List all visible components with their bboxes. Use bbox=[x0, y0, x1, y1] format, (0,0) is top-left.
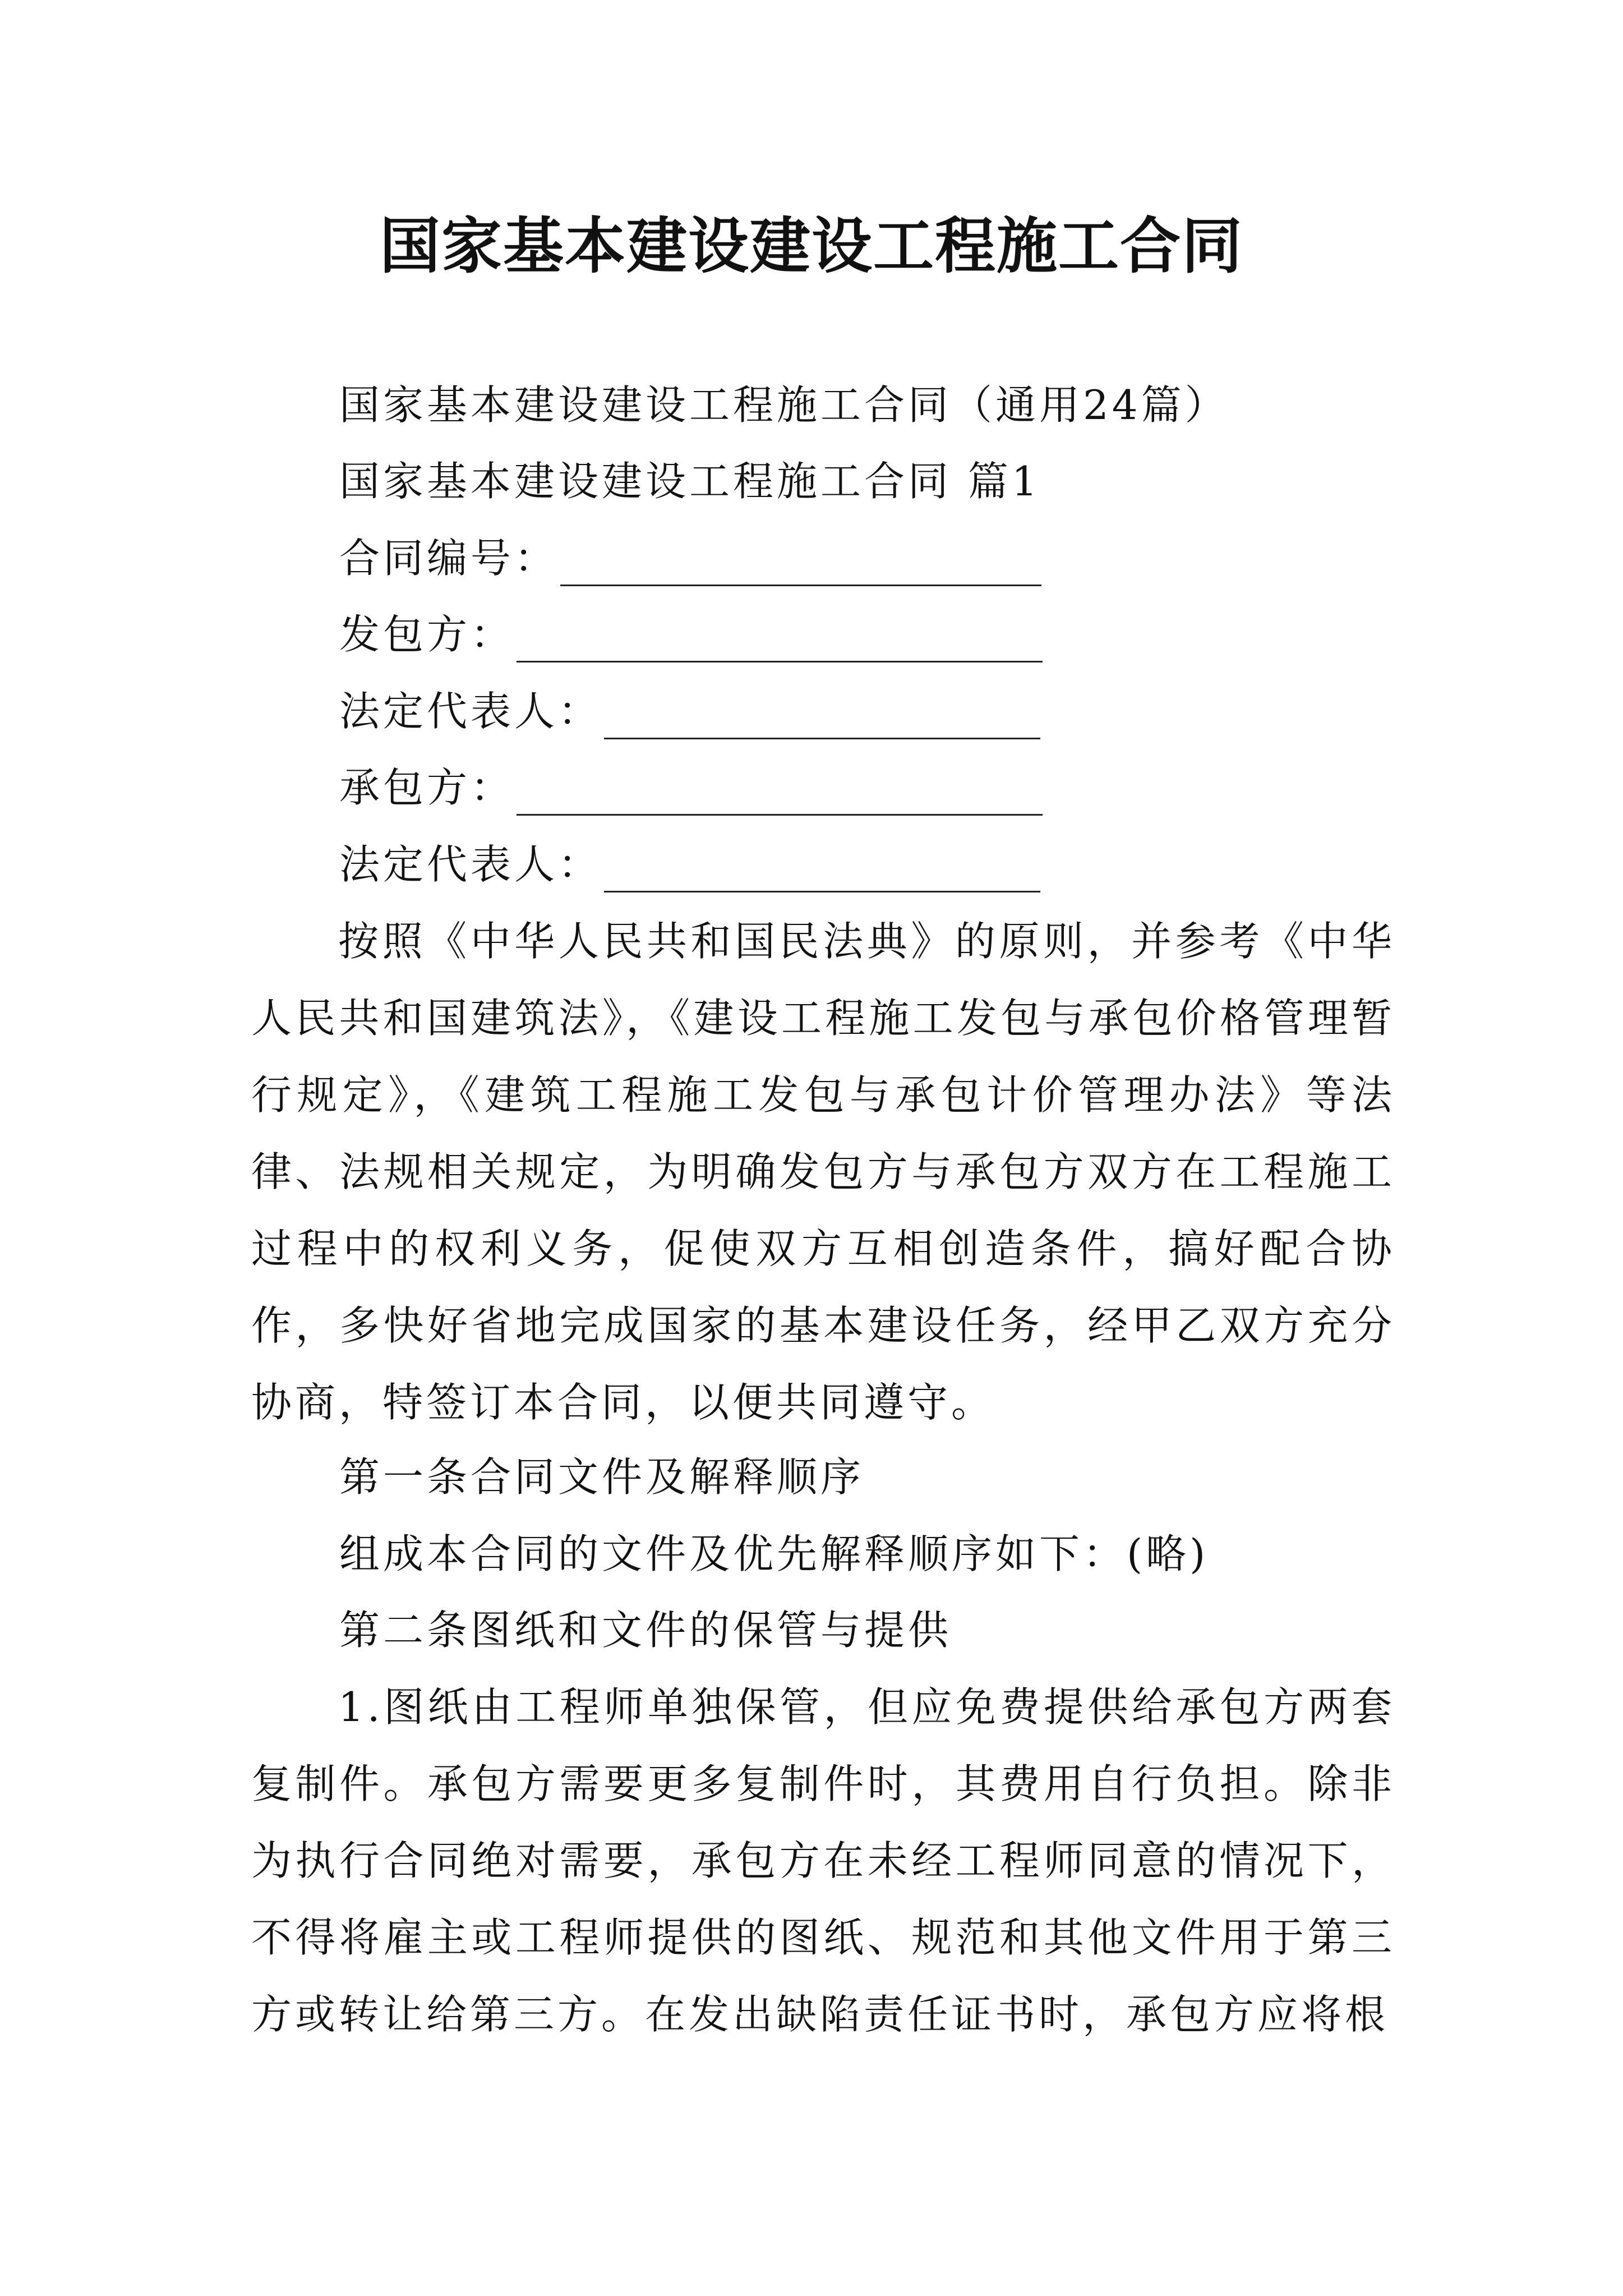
field-label: 法定代表人： bbox=[339, 841, 602, 888]
section2-paragraph: 1.图纸由工程师单独保管，但应免费提供给承包方两套复制件。承包方需要更多复制件时，其费用自行负担。除非为执行合同绝对需要，承包方在未经工程师同意的情况下，不得将雇主或工程师提供的图纸、规范和其他文件用于第三方或转让给第三方。在发出缺陷责任证书时，承包方应将根 bbox=[251, 1683, 1395, 2038]
article-heading: 国家基本建设建设工程施工合同 篇1 bbox=[339, 458, 1041, 505]
field-contract-number bbox=[339, 530, 1041, 586]
intro-paragraph: 按照《中华人民共和国民法典》的原则，并参考《中华人民共和国建筑法》，《建设工程施工发包与承包价格管理暂行规定》，《建筑工程施工发包与承包计价管理办法》等法律、法规相关规定，为明确发包方与承包方双方在工程施工过程中的权利义务，促使双方互相创造条件，搞好配合协作，多快好省地完成国家的基本建设任务，经甲乙双方充分协商，特签订本合同，以便共同遵守。 bbox=[251, 918, 1395, 1426]
section1-heading: 第一条合同文件及解释顺序 bbox=[339, 1453, 865, 1501]
blank-line bbox=[517, 622, 1043, 662]
field-employer-representative bbox=[339, 683, 1040, 739]
document-title: 国家基本建设建设工程施工合同 bbox=[379, 211, 1243, 282]
field-employer bbox=[339, 606, 1043, 662]
field-contractor bbox=[339, 760, 1043, 816]
blank-line bbox=[517, 775, 1043, 816]
field-contractor-representative bbox=[339, 836, 1040, 892]
document-subtitle: 国家基本建设建设工程施工合同（通用24篇） bbox=[339, 381, 1229, 429]
field-label: 承包方： bbox=[339, 764, 515, 811]
section2-heading: 第二条图纸和文件的保管与提供 bbox=[339, 1607, 952, 1654]
section1-text: 组成本合同的文件及优先解释顺序如下：(略) bbox=[339, 1530, 1209, 1577]
blank-line bbox=[604, 852, 1040, 892]
blank-line bbox=[604, 698, 1040, 739]
field-label: 发包方： bbox=[339, 611, 515, 658]
blank-line bbox=[560, 545, 1041, 586]
field-label: 合同编号： bbox=[339, 535, 559, 582]
field-label: 法定代表人： bbox=[339, 688, 602, 735]
